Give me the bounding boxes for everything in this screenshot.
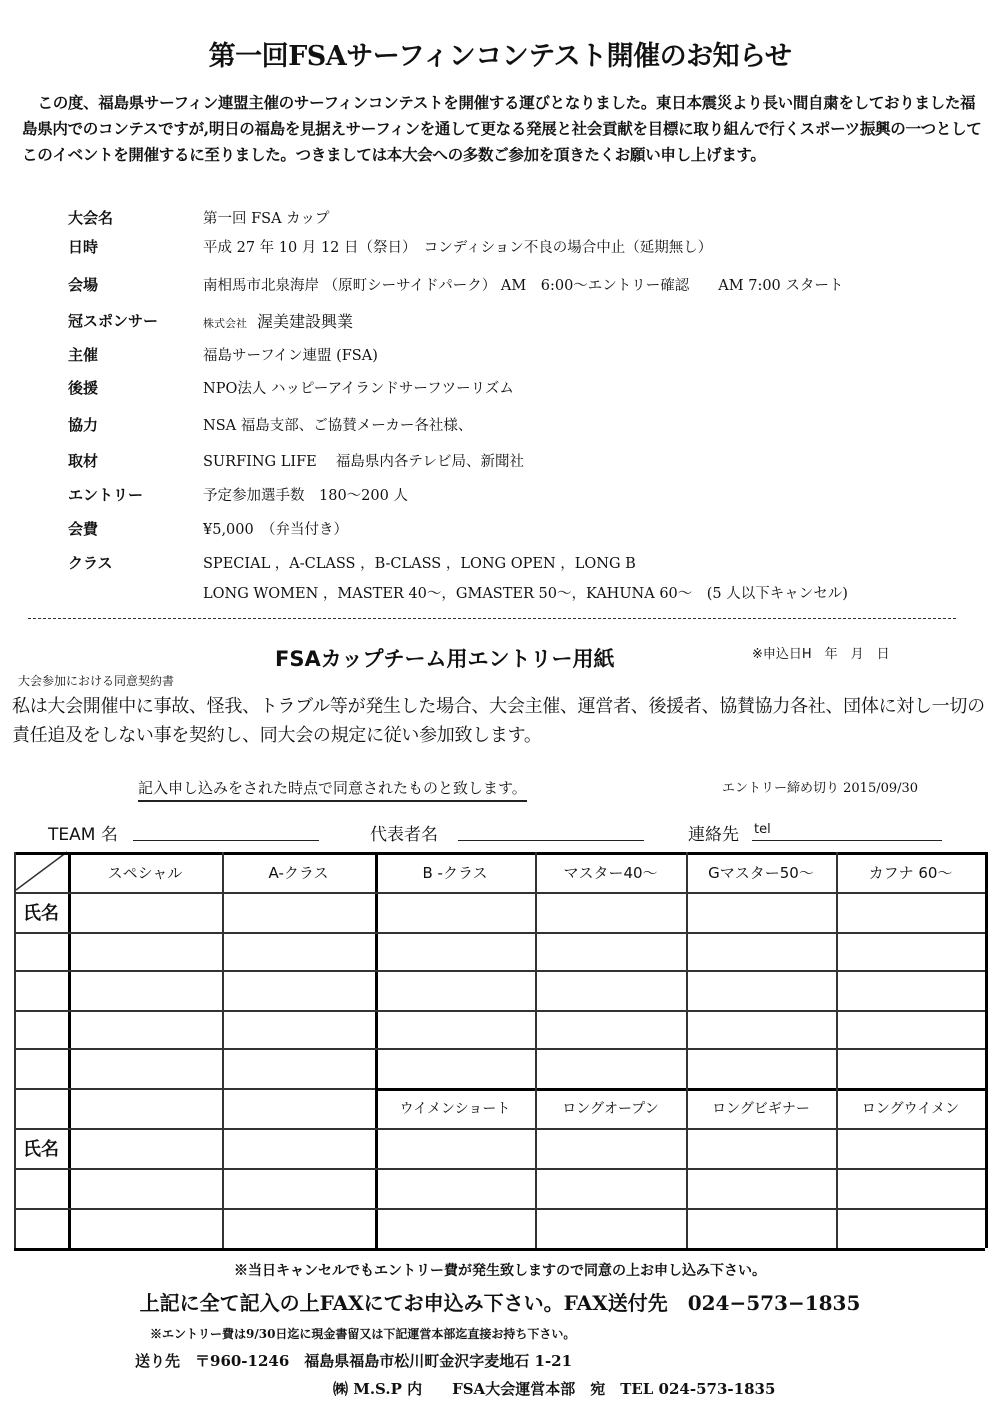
column-header: Gマスター50～ (708, 863, 814, 882)
representative-label: 代表者名 (370, 825, 438, 845)
contact-label: 連絡先 (688, 825, 739, 845)
info-row (68, 232, 712, 260)
info-value: 南相馬市北泉海岸 （原町シーサイドパーク） AM 6:00～エントリー確認 AM 7:00 スタート (203, 277, 844, 294)
entry-name-cell[interactable] (225, 935, 374, 969)
entry-name-cell[interactable] (538, 1013, 685, 1047)
column-header: カフナ 60～ (868, 863, 953, 882)
column-header: B -クラス (422, 863, 488, 882)
table-grid-line (535, 852, 537, 1248)
info-value (203, 309, 353, 332)
entry-deadline: エントリー締め切り 2015/09/30 (722, 781, 919, 796)
info-label: エントリー (68, 485, 144, 504)
cut-line-divider (28, 618, 956, 619)
info-label: 冠スポンサー (68, 311, 159, 330)
table-grid-line (375, 1128, 985, 1130)
name-row-label: 氏名 (23, 1139, 59, 1160)
column-header: スペシャル (107, 863, 183, 882)
table-grid-line (14, 892, 375, 894)
column-header: マスター40～ (563, 863, 658, 882)
entry-name-cell[interactable] (839, 935, 984, 969)
info-row (68, 373, 514, 401)
table-bottom-border (14, 1248, 985, 1251)
entry-name-cell[interactable] (225, 1171, 374, 1207)
notice-intro: この度、福島県サーフィン連盟主催のサーフィンコンテストを開催する運びとなりました。東日本震災より長い間自粛をしておりました福島県内でのコンテスですが,明日の福島を見据えサーフィンを通して更なる発展と社会貢献を目標に取り組んで行くスポーツ振興の一つとしてこのイベントを開催するに至りました。つきましては本大会への多数ご参加を頂きたくお願い申し上げます。 (22, 93, 982, 164)
fee-note: ※エントリー費は9/30日迄に現金書留又は下記運営本部迄直接お持ち下さい。 (150, 1327, 576, 1341)
entry-name-cell[interactable] (378, 1051, 534, 1087)
entry-name-cell[interactable] (839, 1131, 984, 1167)
info-value: NPO法人 ハッピーアイランドサーフツーリズム (203, 380, 514, 397)
table-grid-line (14, 1128, 375, 1130)
entry-name-cell[interactable] (71, 1051, 221, 1087)
info-value: SURFING LIFE 福島県内各テレビ局、新聞社 (203, 453, 525, 470)
info-value: 予定参加選手数 180～200 人 (203, 487, 408, 504)
info-row (68, 446, 524, 474)
entry-name-cell[interactable] (378, 1171, 534, 1207)
entry-name-cell[interactable] (378, 1131, 534, 1167)
entry-name-cell[interactable] (839, 1171, 984, 1207)
info-row (68, 480, 408, 508)
info-value: 平成 27 年 10 月 12 日（祭日） コンディション不良の場合中止（延期無し） (203, 239, 713, 256)
entry-name-cell[interactable] (71, 935, 221, 969)
table-grid-line (14, 1208, 375, 1210)
info-value: 第一回 FSA カップ (203, 210, 330, 227)
consent-heading: 大会参加における同意契約書 (18, 674, 175, 688)
table-grid-line (686, 852, 688, 1248)
entry-name-cell[interactable] (689, 895, 835, 931)
name-row-label: 氏名 (23, 903, 59, 924)
entry-name-cell[interactable] (225, 973, 374, 1009)
info-value-main: 渥美建設興業 (257, 311, 354, 331)
notice-title: 第一回FSAサーフィンコンテスト開催のお知らせ (208, 41, 792, 72)
info-row (68, 340, 378, 368)
entry-name-cell[interactable] (689, 1171, 835, 1207)
table-grid-line (836, 852, 838, 1248)
table-right-border (985, 852, 988, 1248)
table-grid-line (375, 1168, 985, 1170)
info-value: NSA 福島支部、ご協賛メーカー各社様、 (203, 417, 473, 434)
entry-name-cell[interactable] (689, 1051, 835, 1087)
table-grid-line (14, 1010, 375, 1012)
entry-name-cell[interactable] (71, 895, 221, 931)
team-name-field[interactable] (133, 840, 319, 841)
entry-name-cell[interactable] (839, 973, 984, 1009)
info-label: 取材 (68, 451, 99, 470)
info-label: 会費 (68, 519, 99, 538)
entry-name-cell[interactable] (225, 1051, 374, 1087)
info-row (68, 270, 843, 298)
corner-diagonal-line (16, 852, 67, 890)
consent-body: 私は大会開催中に事故、怪我、トラブル等が発生した場合、大会主催、運営者、後援者、協賛協力各社、団体に対し一切の責任追及をしない事を契約し、同大会の規定に従い参加致します。 (12, 696, 985, 746)
info-row (68, 410, 472, 438)
entry-name-cell[interactable] (839, 1013, 984, 1047)
column-header: ロングビギナー (712, 1101, 810, 1117)
entry-name-cell[interactable] (538, 1131, 685, 1167)
entry-name-cell[interactable] (538, 935, 685, 969)
info-label: 日時 (68, 237, 99, 256)
info-row (68, 548, 636, 576)
entry-name-cell[interactable] (839, 1051, 984, 1087)
column-header: A-クラス (268, 863, 329, 882)
info-value: SPECIAL ，A-CLASS ，B-CLASS ，LONG OPEN ，LONG B (203, 555, 636, 572)
entry-name-cell[interactable] (538, 1051, 685, 1087)
entry-name-cell[interactable] (225, 1211, 374, 1247)
entry-name-cell[interactable] (378, 935, 534, 969)
table-grid-line (375, 1048, 985, 1050)
table-grid-line (222, 852, 224, 1248)
entry-name-cell[interactable] (71, 1171, 221, 1207)
mailing-address: 送り先 〒960-1246 福島県福島市松川町金沢字麦地石 1-21 (135, 1352, 573, 1370)
contact-tel-prefix: tel (754, 822, 771, 837)
entry-name-cell[interactable] (538, 973, 685, 1009)
entry-name-cell[interactable] (839, 1211, 984, 1247)
entry-name-cell[interactable] (538, 1211, 685, 1247)
info-value: 福島サーフイン連盟 (FSA) (203, 347, 378, 364)
info-value-prefix: 株式会社 (203, 316, 247, 330)
fax-instruction: 上記に全て記入の上FAXにてお申込み下さい。FAX送付先 024−573−1835 (139, 1291, 861, 1315)
table-grid-line (14, 932, 375, 934)
entry-name-cell[interactable] (839, 895, 984, 931)
info-label: 協力 (68, 415, 99, 434)
entry-name-cell[interactable] (71, 1131, 221, 1167)
entry-name-cell[interactable] (71, 1091, 221, 1127)
info-label: 後援 (68, 378, 99, 397)
entry-name-cell[interactable] (71, 1013, 221, 1047)
table-grid-line (14, 1048, 375, 1050)
entry-name-cell[interactable] (378, 1013, 534, 1047)
info-label: クラス (68, 553, 113, 572)
form-title: FSAカップチーム用エントリー用紙 (275, 647, 615, 671)
column-header: ウイメンショート (399, 1101, 511, 1117)
entry-name-cell[interactable] (378, 895, 534, 931)
info-value: LONG WOMEN ，MASTER 40～，GMASTER 50～，KAHUNA 60～ (5 人以下キャンセル) (203, 585, 848, 602)
column-header: ロングウイメン (861, 1101, 960, 1117)
info-row (68, 578, 848, 606)
table-grid-line (14, 970, 375, 972)
agree-note: 記入申し込みをされた時点で同意されたものと致します。 (138, 777, 527, 802)
table-grid-line (375, 932, 985, 934)
entry-name-cell[interactable] (225, 1131, 374, 1167)
table-grid-line (375, 892, 985, 894)
table-grid-line (14, 1088, 375, 1090)
entry-name-cell[interactable] (225, 1013, 374, 1047)
table-grid-line (375, 1208, 985, 1210)
entry-name-cell[interactable] (378, 1211, 534, 1247)
info-value: ¥5,000 （弁当付き） (203, 521, 348, 538)
entry-table (14, 850, 986, 1250)
entry-name-cell[interactable] (378, 973, 534, 1009)
team-name-label: TEAM 名 (48, 825, 118, 845)
info-row (68, 306, 353, 334)
info-label: 会場 (68, 275, 99, 294)
representative-field[interactable] (458, 840, 644, 841)
info-row (68, 203, 330, 231)
table-grid-line (14, 1168, 375, 1170)
entry-name-cell[interactable] (689, 935, 835, 969)
entry-name-cell[interactable] (71, 973, 221, 1009)
entry-name-cell[interactable] (538, 1171, 685, 1207)
info-label: 大会名 (68, 208, 114, 227)
entry-name-cell[interactable] (71, 1211, 221, 1247)
entry-name-cell[interactable] (689, 1211, 835, 1247)
cancel-note: ※当日キャンセルでもエントリー費が発生致しますので同意の上お申し込み下さい。 (234, 1263, 766, 1279)
entry-name-cell[interactable] (689, 1013, 835, 1047)
info-row (68, 514, 348, 542)
entry-name-cell[interactable] (689, 1131, 835, 1167)
entry-name-cell[interactable] (689, 973, 835, 1009)
entry-name-cell[interactable] (538, 895, 685, 931)
entry-name-cell[interactable] (225, 1091, 374, 1127)
table-grid-line (375, 1010, 985, 1012)
contact-field[interactable] (752, 840, 942, 841)
column-header: ロングオープン (562, 1101, 659, 1117)
mailing-recipient: ㈱ M.S.P 内 FSA大会運営本部 宛 TEL 024-573-1835 (333, 1380, 776, 1398)
entry-name-cell[interactable] (225, 895, 374, 931)
apply-date-field[interactable]: ※申込日H 年 月 日 (752, 647, 890, 662)
info-label: 主催 (68, 345, 99, 364)
table-grid-line (375, 970, 985, 972)
